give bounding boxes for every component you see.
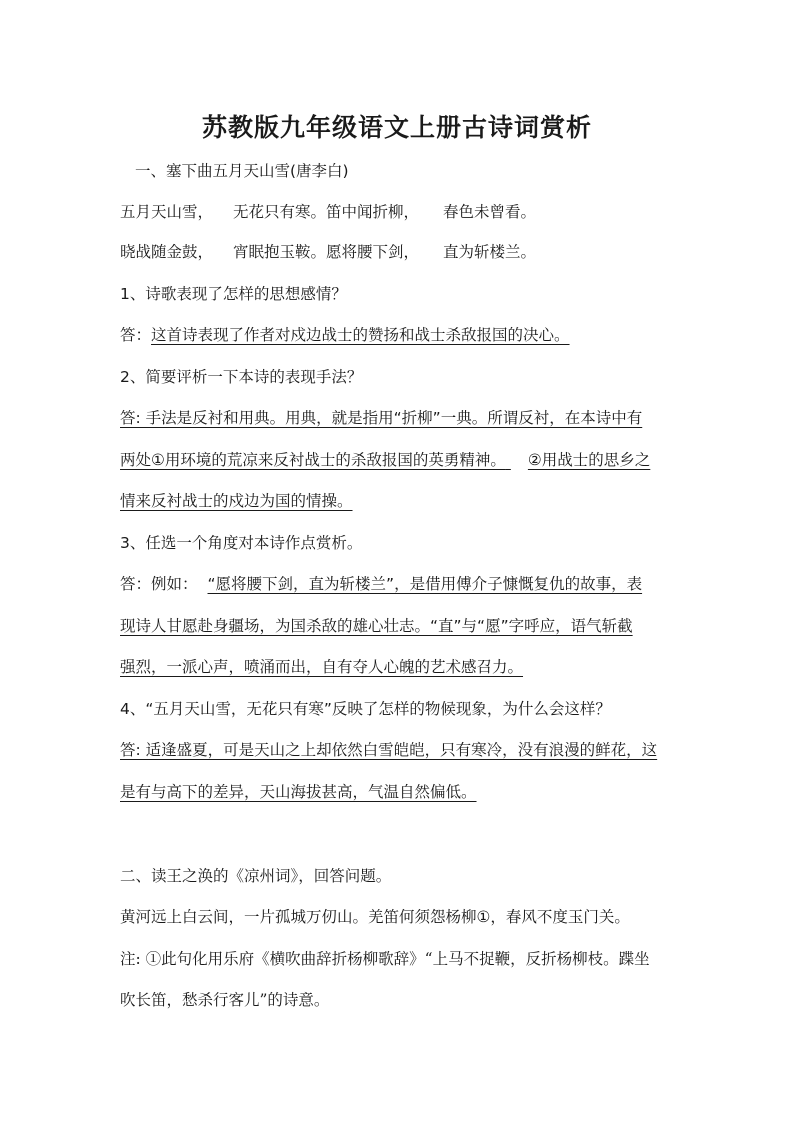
answer-1-prefix: 答： [120, 326, 152, 344]
answer-3-line-3: 强烈，一派心声，喷涌而出，自有夺人心魄的艺术感召力。 [120, 658, 524, 676]
section-2-heading: 二、读王之涣的《凉州词》，回答问题。 [120, 867, 392, 885]
section-2-note-line-1: 注: ①此句化用乐府《横吹曲辞折杨柳歌辞》“上马不捉鞭，反折杨柳枝。蹀坐 [120, 950, 650, 968]
answer-3-line-1 [120, 573, 680, 595]
answer-2-line-2-part-2: ②用战士的思乡之 [527, 451, 651, 469]
answer-4-line-2: 是有与高下的差异，天山海拔甚高，气温自然偏低。 [120, 783, 477, 801]
poem-line-2-part-3: 直为斩楼兰。 [443, 243, 537, 261]
section-1-heading: 一、塞下曲五月天山雪(唐李白) [135, 162, 349, 180]
question-1: 1、诗歌表现了怎样的思想感情？ [120, 285, 347, 303]
question-3: 3、任选一个角度对本诗作点赏析。 [120, 534, 363, 552]
answer-2-line-2-part-1: 两处①用环境的荒凉来反衬战士的杀敌报国的英勇精神。 [120, 451, 506, 469]
poem-line-2-part-1: 晓战随金鼓， [120, 243, 214, 261]
question-4: 4、“五月天山雪，无花只有寒”反映了怎样的物候现象，为什么会这样？ [120, 700, 611, 718]
poem-line-1-part-2: 无花只有寒。笛中闻折柳， [233, 203, 420, 221]
poem-line-2 [120, 241, 680, 263]
answer-1 [120, 324, 680, 346]
answer-1-text: 这首诗表现了作者对戍边战士的赞扬和战士杀敌报国的决心。 [151, 326, 570, 344]
poem-line-1 [120, 201, 680, 223]
answer-3-prefix: 答：例如： [120, 575, 198, 593]
answer-3-line-2: 现诗人甘愿赴身疆场，为国杀敌的雄心壮志。“直”与“愿”字呼应，语气斩截 [120, 617, 633, 635]
answer-3-line-1-text: “愿将腰下剑，直为斩楼兰”，是借用傅介子慷慨复仇的故事，表 [207, 575, 643, 593]
poem-line-2-part-2: 宵眠抱玉鞍。愿将腰下剑， [233, 243, 420, 261]
poem-line-1-part-1: 五月天山雪， [120, 203, 214, 221]
answer-2-line-1: 答: 手法是反衬和用典。用典，就是指用“折柳”一典。所谓反衬，在本诗中有 [120, 409, 643, 427]
answer-2-line-2 [120, 449, 680, 471]
section-2-poem: 黄河远上白云间，一片孤城万仞山。羌笛何须怨杨柳①，春风不度玉门关。 [120, 908, 630, 926]
answer-2-line-3: 情来反衬战士的戍边为国的情操。 [120, 492, 353, 510]
page-title: 苏教版九年级语文上册古诗词赏析 [201, 113, 592, 142]
question-2: 2、简要评析一下本诗的表现手法？ [120, 368, 363, 386]
poem-line-1-part-3: 春色未曾看。 [443, 203, 537, 221]
section-2-note-line-2: 吹长笛，愁杀行客儿”的诗意。 [120, 991, 330, 1009]
answer-4-line-1: 答: 适逢盛夏，可是天山之上却依然白雪皑皑，只有寒冷，没有浪漫的鲜花，这 [120, 741, 658, 759]
